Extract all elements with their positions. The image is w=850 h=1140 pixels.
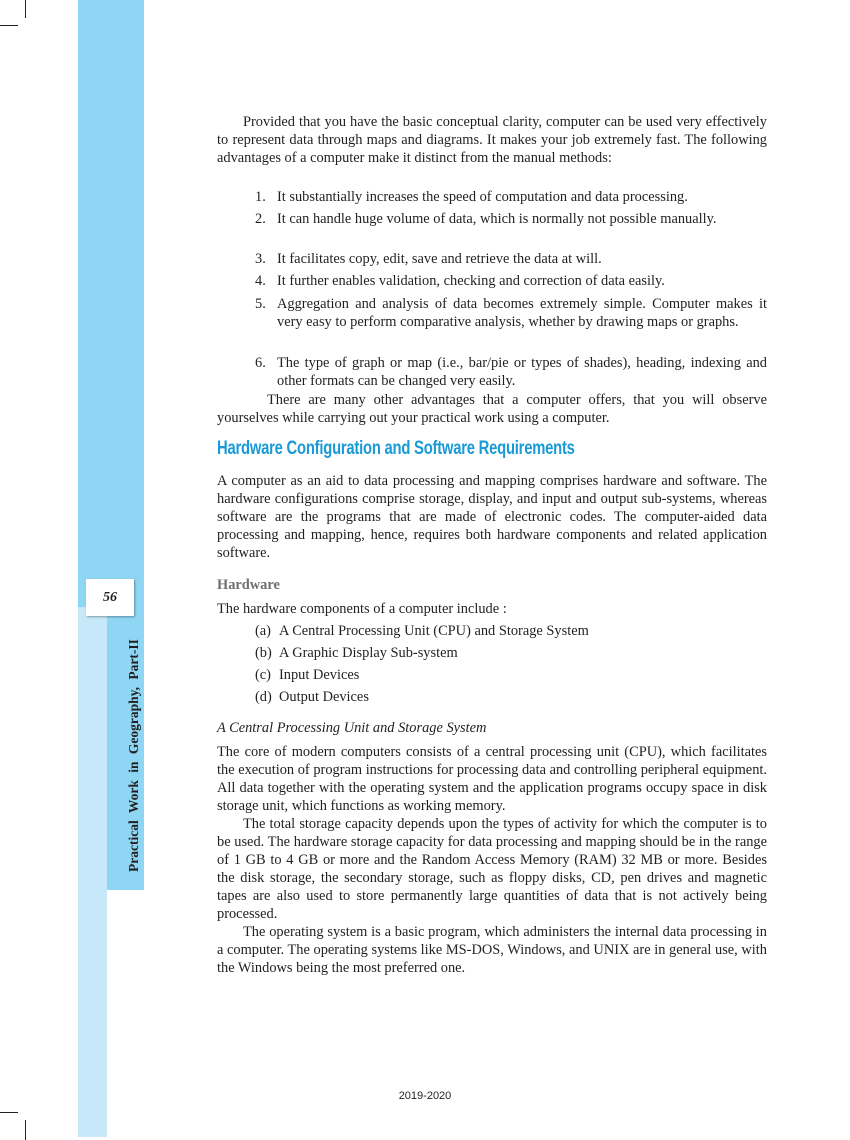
list-number: 6. [255, 355, 266, 371]
list-number: 5. [255, 296, 266, 312]
paragraph: The hardware components of a computer include : [217, 601, 507, 617]
paragraph: The operating system is a basic program, which administers the internal data processing in a computer. The operating systems like MS-DOS, Windows, and UNIX are in general use, with the Windows being the most preferred one. [217, 924, 767, 976]
list-number: 4. [255, 273, 266, 289]
list-item [255, 210, 767, 228]
list-number: (d) [255, 689, 272, 705]
list-text: It further enables validation, checking and correction of data easily. [277, 273, 665, 289]
subheading-cpu: A Central Processing Unit and Storage System [217, 720, 487, 736]
sidebar-strip-dark [78, 0, 144, 607]
list-text: It facilitates copy, edit, save and retrieve the data at will. [277, 251, 602, 267]
list-text: The type of graph or map (i.e., bar/pie or types of shades), heading, indexing and other formats can be changed very easily. [277, 355, 767, 389]
cpu-body [217, 743, 767, 977]
list-number: (a) [255, 623, 271, 639]
section-paragraph [217, 472, 767, 562]
paragraph: There are many other advantages that a computer offers, that you will observe yourselves while carrying out your practical work using a computer. [217, 392, 767, 426]
list-number: (c) [255, 667, 271, 683]
list-number: 1. [255, 189, 266, 205]
list-item [255, 622, 589, 640]
list-text: It can handle huge volume of data, which is normally not possible manually. [277, 211, 717, 227]
footer-year: 2019-2020 [398, 1090, 452, 1102]
paragraph: A computer as an aid to data processing and mapping comprises hardware and software. The hardware configurations comprise storage, display, and input and output sub-systems, whereas software are the programs that are made of electronic codes. The computer-aided data processing and mapping, hence, requires both hardware components and related application software. [217, 473, 767, 561]
list-number: 3. [255, 251, 266, 267]
crop-mark [0, 1112, 18, 1113]
list-text: It substantially increases the speed of computation and data processing. [277, 189, 688, 205]
closing-paragraph [217, 391, 767, 427]
intro-paragraph [217, 113, 767, 167]
list-number: (b) [255, 645, 272, 661]
list-item [255, 354, 767, 390]
hardware-intro [217, 600, 767, 618]
subheading-hardware: Hardware [217, 577, 280, 593]
list-number: 2. [255, 211, 266, 227]
crop-mark [25, 0, 26, 18]
list-item [255, 272, 767, 290]
crop-mark [25, 1120, 26, 1140]
list-text: Output Devices [279, 689, 369, 705]
paragraph: Provided that you have the basic conceptual clarity, computer can be used very effectively to represent data through maps and diagrams. It makes your job extremely fast. The following advantages of a computer make it distinct from the manual methods: [217, 114, 767, 166]
list-item [255, 666, 359, 684]
crop-mark [0, 25, 18, 26]
list-item [255, 250, 767, 268]
list-text: A Central Processing Unit (CPU) and Storage System [279, 623, 589, 639]
list-item [255, 188, 767, 206]
section-heading: Hardware Configuration and Software Requirements [217, 438, 575, 459]
running-title: Practical Work in Geography, Part-II [126, 639, 141, 872]
list-text: Aggregation and analysis of data becomes extremely simple. Computer makes it very easy to perform comparative analysis, whether by drawing maps or graphs. [277, 296, 767, 330]
paragraph: The total storage capacity depends upon the types of activity for which the computer is to be used. The hardware storage capacity for data processing and mapping should be in the range of 1 GB to 4 GB or more and the Random Access Memory (RAM) 32 MB or more. Besides the disk storage, the secondary storage, such as floppy disks, CD, pen drives and magnetic tapes are also used to store permanently large quantities of data that is not actively being processed. [217, 816, 767, 922]
list-text: Input Devices [279, 667, 360, 683]
paragraph: The core of modern computers consists of a central processing unit (CPU), which facilitates the execution of program instructions for processing data and controlling peripheral equipment. All data together with the operating system and the application programs occupy space in disk storage unit, which functions as working memory. [217, 744, 767, 814]
list-item [255, 688, 369, 706]
list-text: A Graphic Display Sub-system [279, 645, 458, 661]
list-item [255, 295, 767, 331]
list-item [255, 644, 458, 662]
page-number: 56 [86, 579, 134, 616]
